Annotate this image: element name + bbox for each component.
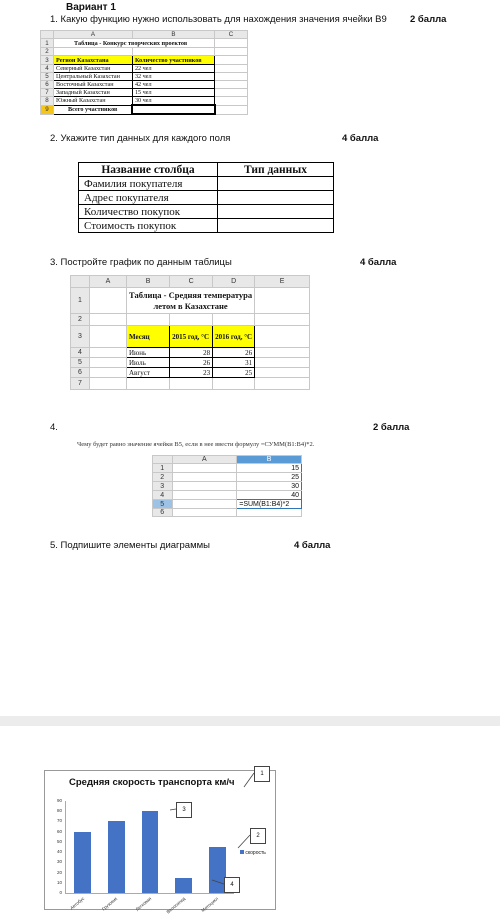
table-cell: 42 чел: [132, 81, 214, 89]
q3-header-2016: 2016 год, °С: [213, 326, 255, 348]
table-cell: 22 чел: [132, 65, 214, 73]
y-tick-label: 0: [59, 890, 62, 895]
y-tick-label: 50: [56, 838, 62, 844]
table-cell: 25: [213, 368, 255, 378]
col-header-b: B: [132, 31, 214, 39]
col-header-c: C: [215, 31, 248, 39]
formula-cell[interactable]: =SUM(B1:B4)*2: [237, 500, 302, 509]
q3-title-line2: летом в Казахстане: [153, 300, 228, 311]
q5-text: 5. Подпишите элементы диаграммы: [50, 540, 210, 551]
q1-spreadsheet: A B C 1 Таблица - Конкурс творческих проектов 2 3 Регион Казахстана Количество участников 4 Северный Казахстан 22 чел 5 Центральный Казахстан 32 чел 6 Восточный Казахстан 42 чел 7 Западный Казахстан 15 чел 8 Южный Казахстан 30 чел 9 Всего участников: [40, 30, 248, 115]
y-tick-label: 30: [56, 859, 62, 865]
chart-title: Средняя скорость транспорта км/ч: [69, 777, 235, 788]
q2-field: Количество покупок: [79, 205, 218, 219]
table-cell: 15 чел: [132, 89, 214, 97]
table-cell: 26: [170, 358, 213, 368]
q4-prompt: Чему будет равно значение ячейки B5, если в нее ввести формулу =СУММ(B1:B4)*2.: [77, 441, 315, 448]
col-header-b: B: [127, 276, 170, 288]
q2-header-type: Тип данных: [218, 163, 334, 177]
callout-4: 4: [224, 877, 240, 893]
col-header-a: A: [54, 31, 133, 39]
q1-points: 2 балла: [410, 14, 447, 25]
q2-header-name: Название столбца: [79, 163, 218, 177]
table-cell: Центральный Казахстан: [54, 73, 133, 81]
y-tick-label: 20: [56, 869, 62, 875]
y-tick-label: 40: [56, 849, 62, 855]
x-tick-label: Велосипед: [165, 896, 186, 915]
table-cell: 30 чел: [132, 97, 214, 106]
q4-text: 4.: [50, 422, 58, 433]
q4-spreadsheet: A B 1 15 2 25 3 30 4 40 5 =SUM(B1:B4)*2 6: [152, 455, 302, 517]
table-cell: 25: [237, 473, 302, 482]
q2-field: Стоимость покупок: [79, 219, 218, 233]
q3-text: 3. Постройте график по данным таблицы: [50, 257, 232, 268]
q2-field: Адрес покупателя: [79, 191, 218, 205]
q1-text: 1. Какую функцию нужно использовать для нахождения значения ячейки B9: [50, 14, 387, 25]
table-cell: Июль: [127, 358, 170, 368]
col-header-c: C: [170, 276, 213, 288]
callout-3: 3: [176, 802, 192, 818]
y-tick-label: 80: [56, 808, 62, 814]
table-cell: 26: [213, 348, 255, 358]
callout-2: 2: [250, 828, 266, 844]
table-cell: 23: [170, 368, 213, 378]
q1-total-label: Всего участников: [54, 105, 133, 114]
callout-line-2: [238, 835, 250, 848]
q3-spreadsheet: A B C D E 1 Таблица - Средняя температура летом в Казахстане 2 3 Месяц 2015 год, °С 2016 год, °С 4 Июнь 28 26 5 Июль 26 31 6 Август 23 25 7: [70, 275, 310, 390]
q1-header-region: Регион Казахстана: [54, 56, 133, 65]
q3-header-month: Месяц: [127, 326, 170, 348]
variant-title: Вариант 1: [66, 2, 116, 13]
legend-label: скорость: [245, 850, 266, 856]
table-cell: 32 чел: [132, 73, 214, 81]
q4-points: 2 балла: [373, 422, 410, 433]
x-tick-label: Легковая: [134, 896, 153, 912]
q2-field: Фамилия покупателя: [79, 177, 218, 191]
col-header-a: A: [172, 456, 237, 464]
col-header-a: A: [90, 276, 127, 288]
table-cell: 40: [237, 491, 302, 500]
col-header-b: B: [237, 456, 302, 464]
col-header-e: E: [255, 276, 310, 288]
col-header-d: D: [213, 276, 255, 288]
q3-title-line1: Таблица - Средняя температура: [129, 289, 253, 300]
table-cell: Июнь: [127, 348, 170, 358]
table-cell: 31: [213, 358, 255, 368]
q2-text: 2. Укажите тип данных для каждого поля: [50, 133, 231, 144]
callout-line-1: [244, 773, 254, 787]
y-tick-label: 10: [56, 879, 62, 885]
table-cell: 15: [237, 464, 302, 473]
x-tick-label: Автобус: [68, 896, 86, 911]
q3-header-2015: 2015 год, °С: [170, 326, 213, 348]
q3-points: 4 балла: [360, 257, 397, 268]
table-cell: Август: [127, 368, 170, 378]
table-cell: 28: [170, 348, 213, 358]
q1-header-count: Количество участников: [132, 56, 214, 65]
callout-line-3: [170, 809, 176, 810]
callout-line-4: [212, 880, 224, 884]
table-cell: Восточный Казахстан: [54, 81, 133, 89]
table-cell: Южный Казахстан: [54, 97, 133, 106]
table-cell: 30: [237, 482, 302, 491]
y-tick-label: 60: [56, 828, 62, 834]
x-tick-label: Грузовик: [101, 896, 119, 912]
q5-points: 4 балла: [294, 540, 331, 551]
callout-1: 1: [254, 766, 270, 782]
x-tick-label: Мотоцикл: [200, 896, 220, 913]
y-tick-label: 70: [56, 818, 62, 824]
q2-points: 4 балла: [342, 133, 379, 144]
q1-table-title: Таблица - Конкурс творческих проектов: [54, 39, 215, 48]
table-cell: Северный Казахстан: [54, 65, 133, 73]
table-cell: Западный Казахстан: [54, 89, 133, 97]
y-tick-label: 90: [56, 798, 62, 803]
